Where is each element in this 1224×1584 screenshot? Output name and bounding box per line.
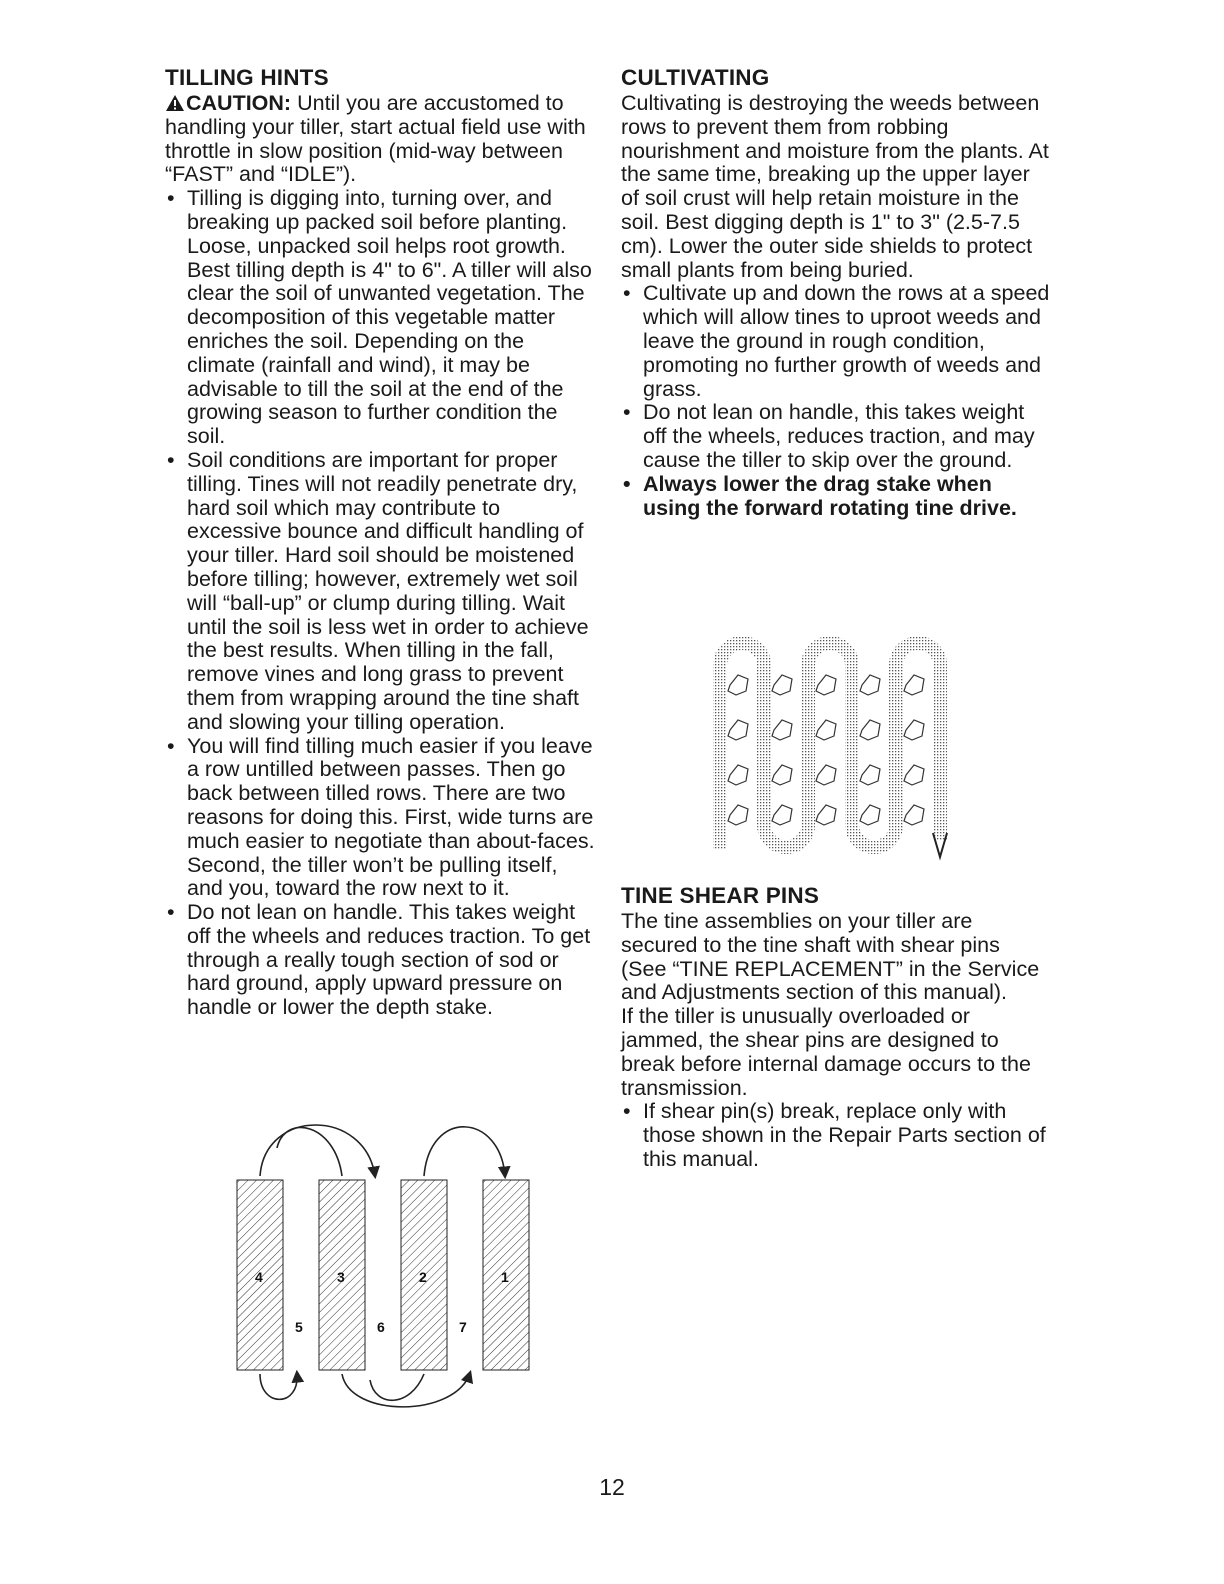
tilling-pattern-diagram (225, 1118, 545, 1408)
plant-icon (772, 675, 792, 695)
turn-arrow (370, 1374, 424, 1400)
tilling-hints-title: TILLING HINTS (165, 65, 329, 90)
list-item: • Do not lean on handle, this takes weight off the wheels, reduces traction, and may cause the tiller to skip over the ground. (621, 401, 1051, 472)
plant-icon (728, 765, 748, 785)
tilling-hints-section (165, 64, 595, 1020)
shear-pins-list (621, 1100, 1051, 1171)
list-item: • You will find tilling much easier if you leave a row untilled between passes. Then go back between tilled rows. There are two reasons for doing this. First, wide turns are much easier to negotiate than about-faces. Second, the tiller won’t be pulling itself, and you, toward the row next to it. (165, 735, 595, 902)
turn-arrow (277, 1127, 342, 1176)
row-label-3: 3 (337, 1269, 345, 1285)
plant-icon (860, 675, 880, 695)
cultivating-text: Cultivating is destroying the weeds between rows to prevent them from robbing nourishment and moisture from the plants. At the same time, breaking up the upper layer of soil crust will help retain moisture in the soil. Best digging depth is 1" to 3" (2.5-7.5 cm). Lower the outer side shields to protect small plants from being buried. (621, 91, 1049, 282)
caution-paragraph (165, 92, 595, 187)
row-label-5: 5 (295, 1319, 303, 1335)
row-label-1: 1 (501, 1269, 509, 1285)
list-item: • Soil conditions are important for proper tilling. Tines will not readily penetrate dry, hard soil which may contribute to excessive bounce and difficult handling of your tiller. Hard soil should be moistened before tilling; however, extremely wet soil will “ball-up” or clump during tilling. Wait until the soil is less wet in order to achieve the best results. When tilling in the fall, remove vines and long grass to prevent them from wrapping around the tine shaft and slowing your tilling operation. (165, 449, 595, 735)
tine-shear-pins-section (621, 882, 1051, 1172)
list-item: • If shear pin(s) break, replace only with those shown in the Repair Parts section of this manual. (621, 1100, 1051, 1171)
list-item: • Cultivate up and down the rows at a speed which will allow tines to uproot weeds and leave the ground in rough condition, promoting no further growth of weeds and grass. (621, 282, 1051, 401)
cultivating-title: CULTIVATING (621, 65, 770, 90)
drag-stake-note: • Always lower the drag stake when using the forward rotating tine drive. (621, 473, 1051, 521)
warning-triangle-icon (165, 94, 185, 112)
turn-arrow (424, 1127, 505, 1176)
page-number: 12 (599, 1474, 625, 1500)
row-label-2: 2 (419, 1269, 427, 1285)
list-item: • Do not lean on handle. This takes weight off the wheels and reduces traction. To get through a really tough section of sod or hard ground, apply upward pressure on handle or lower the depth stake. (165, 901, 595, 1020)
row-label-6: 6 (377, 1319, 385, 1335)
tilling-hints-list (165, 187, 595, 1020)
plant-icon (728, 805, 748, 825)
cultivating-list (621, 282, 1051, 520)
plant-icon (860, 765, 880, 785)
cultivating-section (621, 64, 1051, 520)
row-label-7: 7 (459, 1319, 467, 1335)
turn-arrow (342, 1373, 470, 1407)
plant-icon (904, 720, 924, 740)
turn-arrow (260, 1373, 297, 1399)
plant-icon (728, 720, 748, 740)
plant-icon (904, 805, 924, 825)
caution-text: Until you are accustomed to handling your tiller, start actual field use with throttle in slow position (mid-way between “FAST” and “IDLE”). (165, 91, 586, 187)
row-label-4: 4 (255, 1269, 263, 1285)
caution-label: CAUTION: (186, 91, 292, 115)
plant-icon (772, 720, 792, 740)
plant-icon (816, 765, 836, 785)
plant-icon (816, 805, 836, 825)
plant-icon (904, 765, 924, 785)
tine-shear-pins-title: TINE SHEAR PINS (621, 883, 820, 908)
list-item: • Tilling is digging into, turning over, and breaking up packed soil before planting. Loose, unpacked soil helps root growth. Best tilling depth is 4" to 6". A tiller will also clear the soil of unwanted vegetation. The decomposition of this vegetable matter enriches the soil. Depending on the climate (rainfall and wind), it may be advisable to till the soil at the end of the growing season to further condition the soil. (165, 187, 595, 449)
plant-icon (728, 675, 748, 695)
shear-pins-text-2: If the tiller is unusually overloaded or jammed, the shear pins are designed to break before internal damage occurs to the transmission. (621, 1004, 1031, 1100)
plant-icon (772, 805, 792, 825)
shear-pins-text-1: The tine assemblies on your tiller are secured to the tine shaft with shear pins (See “TINE REPLACEMENT” in the Service and Adjustments section of this manual). (621, 909, 1040, 1005)
plant-icon (772, 765, 792, 785)
plant-icon (816, 675, 836, 695)
plant-icon (860, 720, 880, 740)
cultivating-pattern-diagram (700, 625, 950, 865)
plant-icon (860, 805, 880, 825)
plant-icon (904, 675, 924, 695)
plant-icon (816, 720, 836, 740)
